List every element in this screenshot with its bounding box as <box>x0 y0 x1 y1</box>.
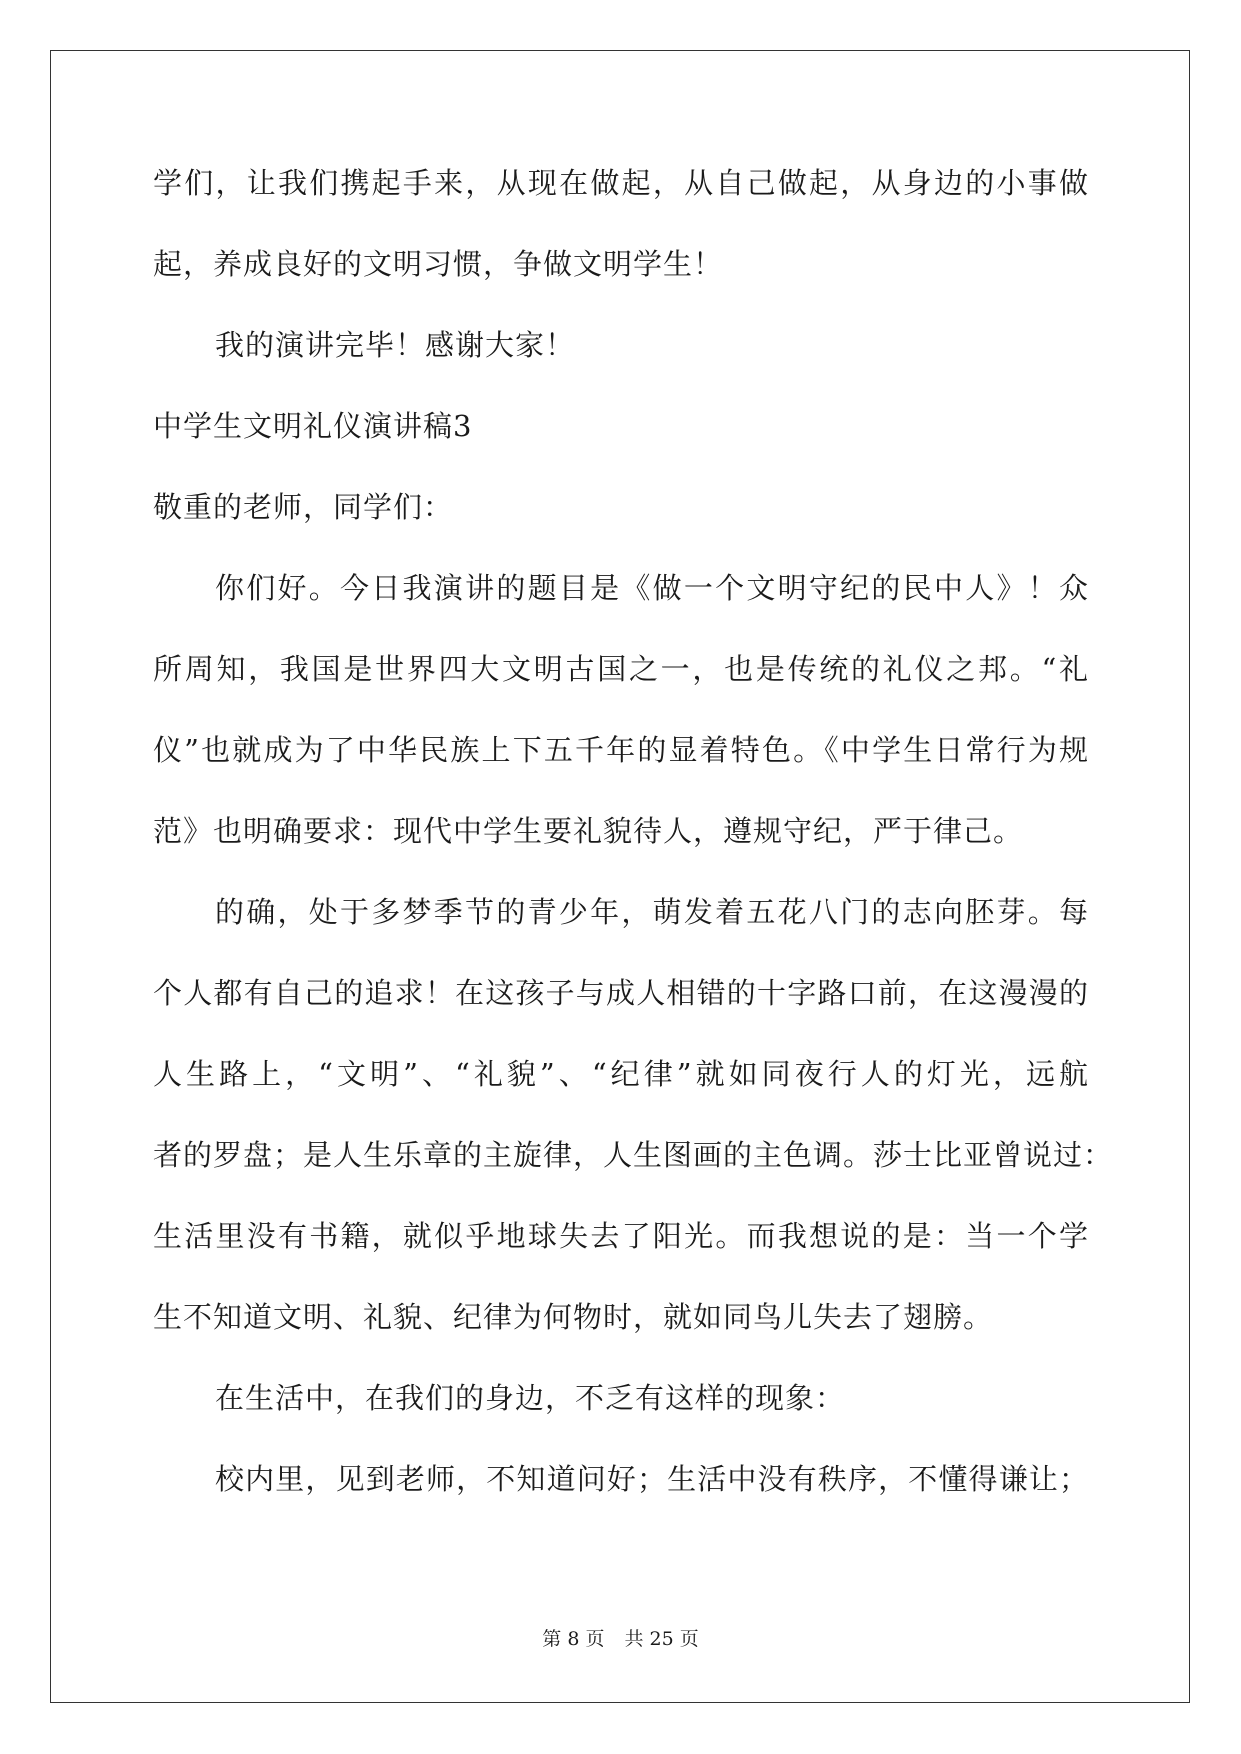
text-line: 者的罗盘；是人生乐章的主旋律，人生图画的主色调。莎士比亚曾说过： <box>153 1138 1114 1172</box>
text-line: 的确，处于多梦季节的青少年，萌发着五花八门的志向胚芽。每 <box>215 895 1089 929</box>
text-line: 生活里没有书籍，就似乎地球失去了阳光。而我想说的是：当一个学 <box>153 1219 1089 1253</box>
text-line: 生不知道文明、礼貌、纪律为何物时，就如同鸟儿失去了翅膀。 <box>153 1300 994 1334</box>
text-line: 在生活中，在我们的身边，不乏有这样的现象： <box>215 1381 846 1415</box>
text-line: 人生路上，“文明”、“礼貌”、“纪律”就如同夜行人的灯光，远航 <box>153 1057 1089 1091</box>
text-line: 你们好。今日我演讲的题目是《做一个文明守纪的民中人》！众 <box>215 571 1089 605</box>
salutation: 敬重的老师，同学们： <box>153 490 454 524</box>
text-line: 起，养成良好的文明习惯，争做文明学生！ <box>153 247 724 281</box>
page-footer <box>0 1624 1241 1651</box>
section-heading: 中学生文明礼仪演讲稿3 <box>153 409 473 443</box>
page-number: 第 8 页 <box>542 1628 605 1650</box>
text-line: 范》也明确要求：现代中学生要礼貌待人，遵规守纪，严于律己。 <box>153 814 1024 848</box>
text-line: 所周知，我国是世界四大文明古国之一，也是传统的礼仪之邦。“礼 <box>153 652 1089 686</box>
text-line: 个人都有自己的追求！在这孩子与成人相错的十字路口前，在这漫漫的 <box>153 976 1089 1010</box>
document-body <box>153 158 1114 1535</box>
text-line: 校内里，见到老师，不知道问好；生活中没有秩序，不懂得谦让； <box>215 1462 1089 1496</box>
text-line: 仪”也就成为了中华民族上下五千年的显着特色。《中学生日常行为规 <box>153 733 1089 767</box>
text-line: 学们，让我们携起手来，从现在做起，从自己做起，从身边的小事做 <box>153 166 1089 200</box>
page-total: 共 25 页 <box>624 1628 699 1650</box>
text-line: 我的演讲完毕！感谢大家！ <box>215 328 576 362</box>
